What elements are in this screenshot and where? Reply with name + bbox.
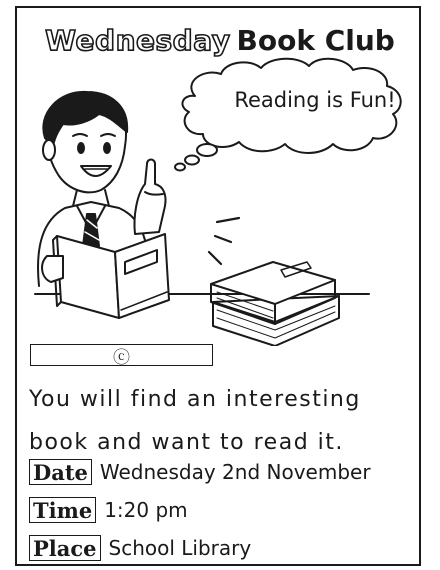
time-row <box>29 496 188 524</box>
place-value: School Library <box>108 536 252 560</box>
stacked-books-icon <box>211 262 339 346</box>
date-row <box>29 458 371 486</box>
title-outline-word: Wednesday <box>45 24 231 57</box>
body-line-2: book and want to read it. <box>29 430 344 455</box>
speech-bubble-text: Reading is Fun! <box>234 88 396 112</box>
place-label: Place <box>29 535 101 561</box>
date-value: Wednesday 2nd November <box>99 460 371 484</box>
blank-label-box: ⓒ <box>30 344 213 366</box>
poster-frame <box>15 6 421 566</box>
date-label: Date <box>29 459 92 485</box>
thought-bubble-icon <box>175 59 401 171</box>
title-solid-words: Book Club <box>236 24 395 57</box>
time-label: Time <box>29 497 96 523</box>
body-text <box>29 378 421 464</box>
motion-lines <box>209 218 239 264</box>
time-value: 1:20 pm <box>104 498 188 522</box>
place-row <box>29 534 251 562</box>
body-line-1: You will find an interesting <box>29 387 361 412</box>
boy-reading-book-icon <box>38 92 169 318</box>
